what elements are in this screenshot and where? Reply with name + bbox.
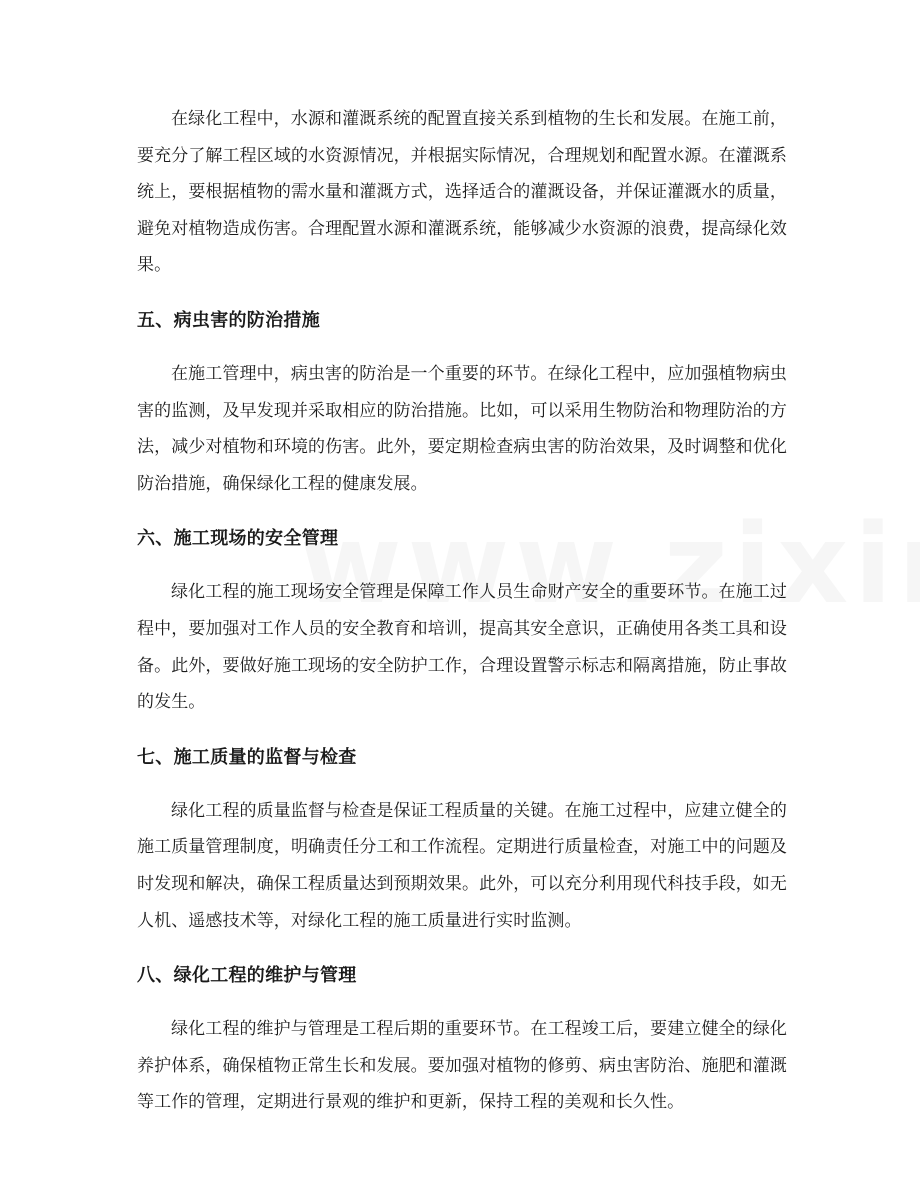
heading-maintenance: 八、绿化工程的维护与管理 bbox=[137, 965, 357, 987]
heading-site-safety: 六、施工现场的安全管理 bbox=[137, 528, 339, 550]
paragraph-site-safety: 绿化工程的施工现场安全管理是保障工作人员生命财产安全的重要环节。在施工过程中，要加强对工作人员的安全教育和培训，提高其安全意识，正确使用各类工具和设备。此外，要做好施工现场的安全防护工作，合理设置警示标志和隔离措施，防止事故的发生。 bbox=[137, 582, 787, 713]
paragraph-pest-control: 在施工管理中，病虫害的防治是一个重要的环节。在绿化工程中，应加强植物病虫害的监测，及早发现并采取相应的防治措施。比如，可以采用生物防治和物理防治的方法，减少对植物和环境的伤害。此外，要定期检查病虫害的防治效果，及时调整和优化防治措施，确保绿化工程的健康发展。 bbox=[137, 363, 787, 494]
heading-pest-control: 五、病虫害的防治措施 bbox=[137, 309, 320, 331]
document-body bbox=[137, 101, 787, 1121]
paragraph-quality-supervision: 绿化工程的质量监督与检查是保证工程质量的关键。在施工过程中，应建立健全的施工质量管理制度，明确责任分工和工作流程。定期进行质量检查，对施工中的问题及时发现和解决，确保工程质量达到预期效果。此外，可以充分利用现代科技手段，如无人机、遥感技术等，对绿化工程的施工质量进行实时监测。 bbox=[137, 800, 787, 931]
heading-quality-supervision: 七、施工质量的监督与检查 bbox=[137, 746, 357, 768]
paragraph-maintenance: 绿化工程的维护与管理是工程后期的重要环节。在工程竣工后，要建立健全的绿化养护体系，确保植物正常生长和发展。要加强对植物的修剪、病虫害防治、施肥和灌溉等工作的管理，定期进行景观的维护和更新，保持工程的美观和长久性。 bbox=[137, 1019, 787, 1113]
paragraph-water-irrigation: 在绿化工程中，水源和灌溉系统的配置直接关系到植物的生长和发展。在施工前，要充分了解工程区域的水资源情况，并根据实际情况，合理规划和配置水源。在灌溉系统上，要根据植物的需水量和灌溉方式，选择适合的灌溉设备，并保证灌溉水的质量，避免对植物造成伤害。合理配置水源和灌溉系统，能够减少水资源的浪费，提高绿化效果。 bbox=[137, 109, 787, 276]
